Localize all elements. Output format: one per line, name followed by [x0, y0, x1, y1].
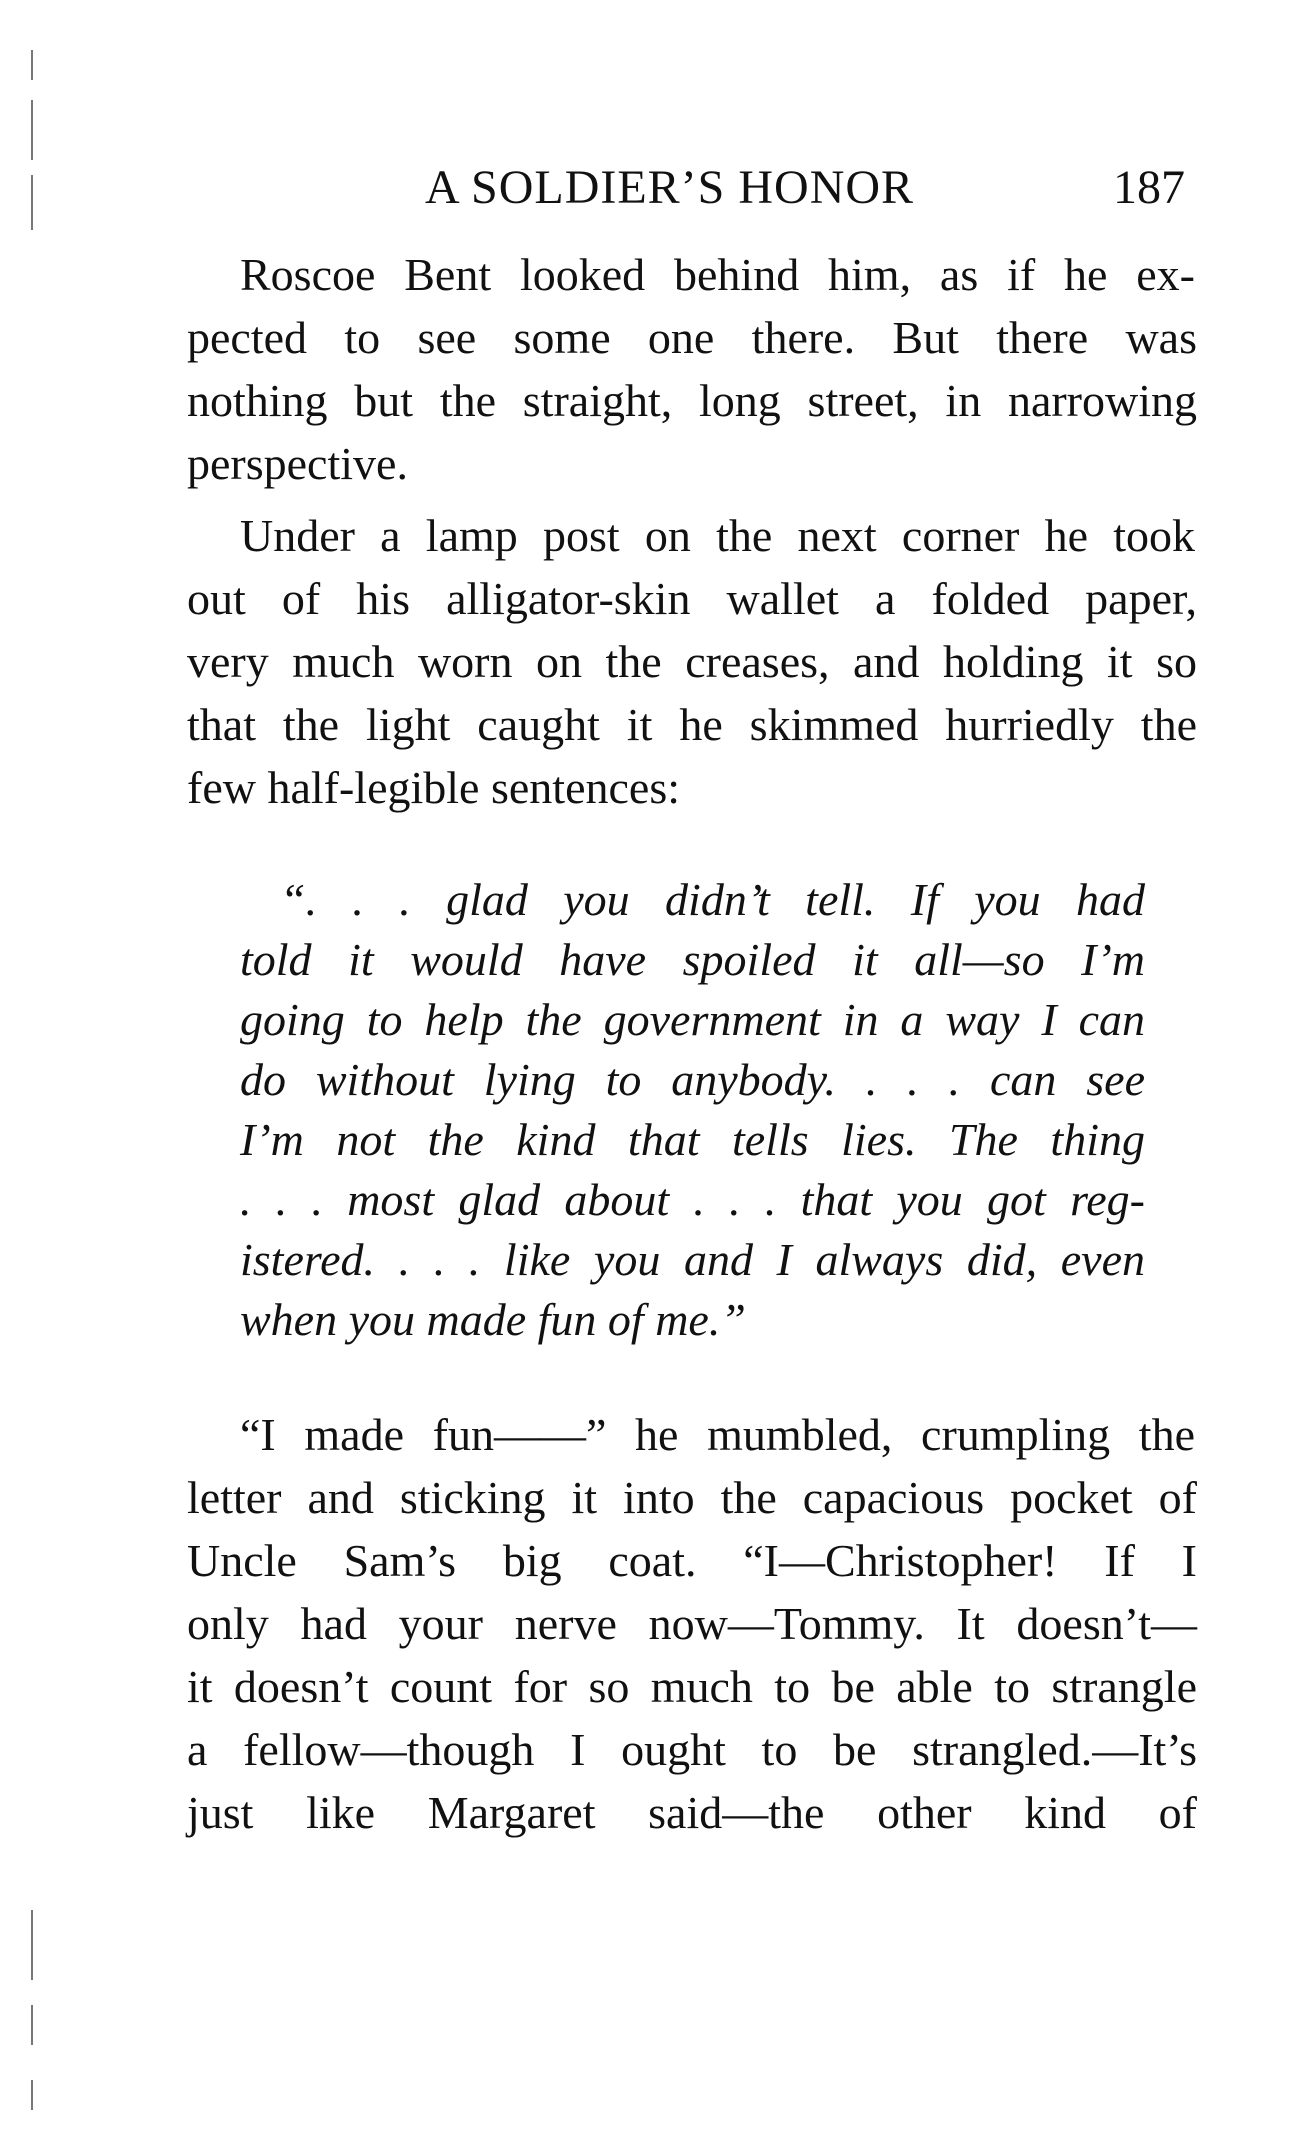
quote-line: . . . most glad about . . . that you got reg- [240, 1174, 1145, 1225]
text-line: nothing but the straight, long street, in narrowing [187, 375, 1197, 426]
text-line: letter and sticking it into the capacious pocket of [187, 1472, 1197, 1523]
text-line: out of his alligator-skin wallet a folded paper, [187, 573, 1197, 624]
text-line: few half-legible sentences: [187, 762, 680, 813]
text-line: Roscoe Bent looked behind him, as if he ex- [240, 249, 1195, 300]
quote-line: going to help the government in a way I can [240, 994, 1145, 1045]
running-title: A SOLDIER’S HONOR [425, 161, 915, 214]
scan-margin-marks [25, 30, 45, 2110]
text-line: “I made fun——” he mumbled, crumpling the [240, 1409, 1195, 1460]
quote-line: told it would have spoiled it all—so I’m [240, 934, 1145, 985]
quote-line: “. . . glad you didn’t tell. If you had [280, 874, 1145, 925]
text-line: Uncle Sam’s big coat. “I—Christopher! If I [187, 1535, 1197, 1586]
quote-line: when you made fun of me.” [240, 1294, 746, 1345]
text-line: perspective. [187, 438, 408, 489]
text-line: pected to see some one there. But there was [187, 312, 1197, 363]
text-line: Under a lamp post on the next corner he took [240, 510, 1195, 561]
quote-line: istered. . . . like you and I always did, even [240, 1234, 1145, 1285]
page-header [185, 160, 1195, 220]
page-number: 187 [1113, 161, 1185, 214]
quote-line: do without lying to anybody. . . . can see [240, 1054, 1145, 1105]
text-line: only had your nerve now—Tommy. It doesn’t— [187, 1598, 1197, 1649]
text-line: that the light caught it he skimmed hurriedly the [187, 699, 1197, 750]
quote-line: I’m not the kind that tells lies. The thing [240, 1114, 1145, 1165]
text-line: just like Margaret said—the other kind of [187, 1787, 1197, 1838]
text-line: it doesn’t count for so much to be able to strangle [187, 1661, 1197, 1712]
text-line: a fellow—though I ought to be strangled.—It’s [187, 1724, 1197, 1775]
text-line: very much worn on the creases, and holding it so [187, 636, 1197, 687]
